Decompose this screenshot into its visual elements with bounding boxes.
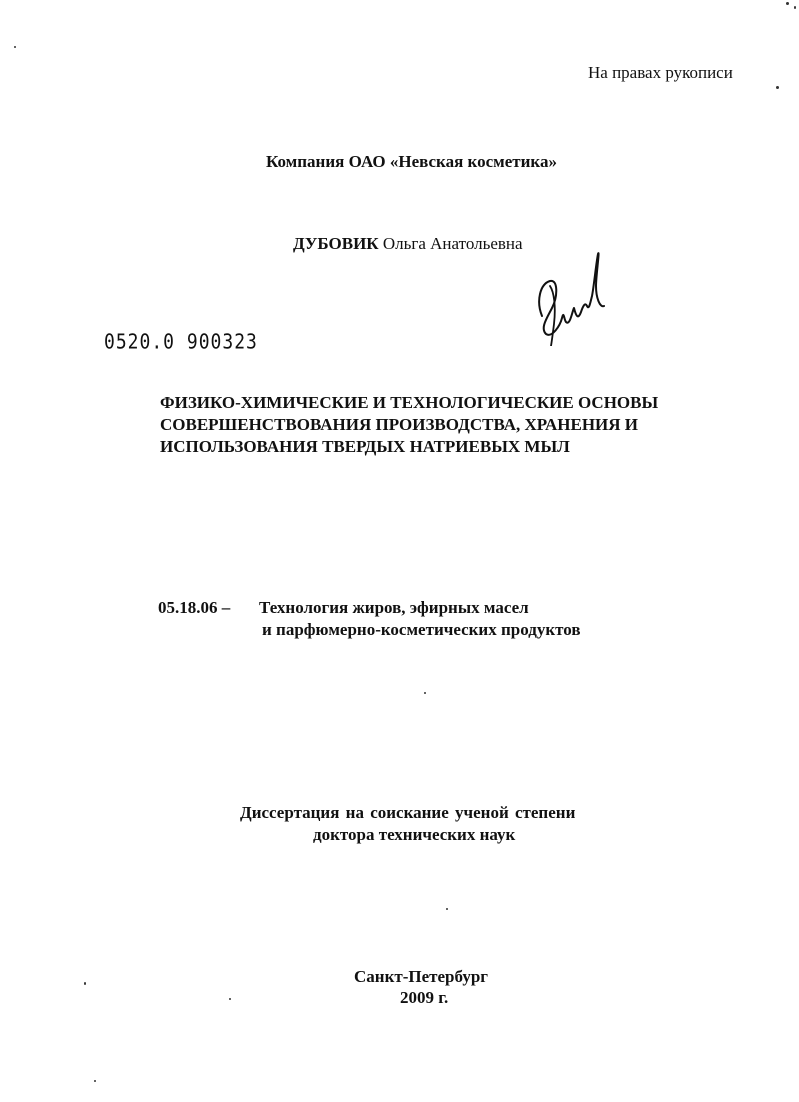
registration-number: 0520.0 900323 [104, 330, 258, 355]
scan-speck [424, 692, 426, 694]
author-given-names: Ольга Анатольевна [382, 234, 523, 253]
city: Санкт-Петербург [354, 967, 489, 986]
dissertation-type-line2: доктора технических наук [313, 825, 516, 844]
scan-speck [776, 86, 779, 89]
title-line: СОВЕРШЕНСТВОВАНИЯ ПРОИЗВОДСТВА, ХРАНЕНИЯ И [160, 415, 639, 434]
year: 2009 г. [400, 988, 449, 1007]
organization: Компания ОАО «Невская косметика» [266, 152, 557, 171]
dissertation-type-line1: Диссертация на соискание ученой степени [240, 803, 576, 822]
dissertation-title [160, 392, 658, 458]
scan-speck [14, 46, 16, 48]
author-name [293, 234, 523, 254]
specialty-code: 05.18.06 – [158, 598, 231, 617]
scan-speck [229, 998, 231, 1000]
scan-speck [794, 6, 796, 9]
scan-speck [84, 982, 86, 985]
scan-speck [446, 908, 448, 910]
scan-speck [94, 1080, 96, 1082]
rights-note: На правах рукописи [588, 63, 733, 82]
title-line: ИСПОЛЬЗОВАНИЯ ТВЕРДЫХ НАТРИЕВЫХ МЫЛ [160, 437, 570, 456]
scan-speck [786, 2, 789, 5]
title-line: ФИЗИКО-ХИМИЧЕСКИЕ И ТЕХНОЛОГИЧЕСКИЕ ОСНОВЫ [160, 393, 659, 412]
specialty-name-line1: Технология жиров, эфирных масел [259, 598, 529, 617]
author-surname: ДУБОВИК [293, 234, 379, 253]
specialty-name-line2: и парфюмерно-косметических продуктов [262, 620, 581, 639]
handwritten-signature-icon [532, 246, 612, 346]
